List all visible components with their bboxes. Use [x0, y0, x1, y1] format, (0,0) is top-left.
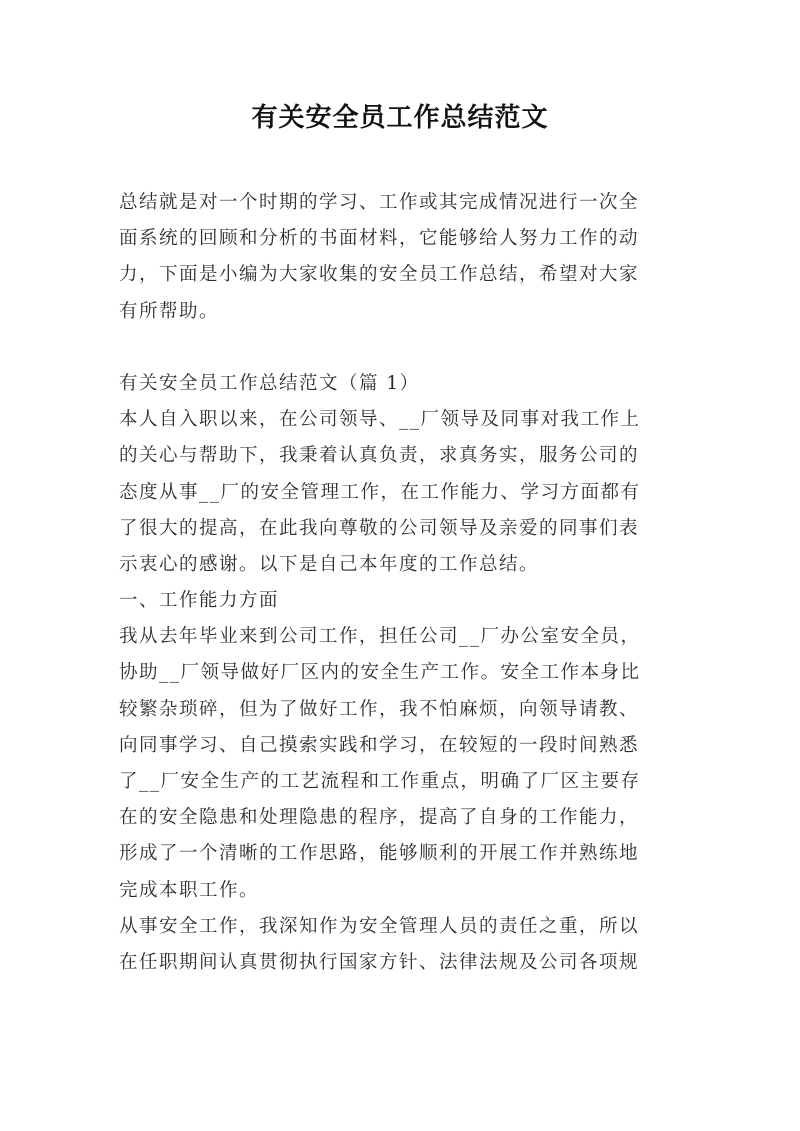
- paragraph-spacer: [119, 330, 689, 366]
- paragraph-line: 在任职期间认真贯彻执行国家方针、法律法规及公司各项规: [119, 951, 640, 973]
- paragraph-line: 从事安全工作，我深知作为安全管理人员的责任之重，所以: [119, 915, 640, 937]
- paragraph-line: 较繁杂琐碎，但为了做好工作，我不怕麻烦，向领导请教、: [119, 698, 640, 720]
- intro-line: 有所帮助。: [119, 300, 220, 322]
- paragraph-line: 在的安全隐患和处理隐患的程序，提高了自身的工作能力，: [119, 807, 640, 829]
- paragraph-line: 示衷心的感谢。以下是自己本年度的工作总结。: [119, 553, 540, 575]
- paragraph-line: 向同事学习、自己摸索实践和学习，在较短的一段时间熟悉: [119, 734, 640, 756]
- paragraph-line: 了__厂安全生产的工艺流程和工作重点，明确了厂区主要存: [119, 771, 641, 792]
- paragraph-line: 完成本职工作。: [119, 879, 260, 901]
- subheading: 一、工作能力方面: [119, 590, 280, 612]
- paragraph-line: 协助__厂领导做好厂区内的安全生产工作。安全工作本身比: [119, 662, 641, 684]
- paragraph-line: 态度从事__厂的安全管理工作，在工作能力、学习方面都有: [119, 481, 641, 503]
- section-heading: 有关安全员工作总结范文（篇 1）: [119, 372, 420, 394]
- intro-line: 面系统的回顾和分析的书面材料，它能够给人努力工作的动: [119, 228, 640, 250]
- intro-line: 总结就是对一个时期的学习、工作或其完成情况进行一次全: [119, 192, 640, 213]
- paragraph-line: 我从去年毕业来到公司工作，担任公司__厂办公室安全员，: [119, 626, 641, 648]
- intro-line: 力，下面是小编为大家收集的安全员工作总结，希望对大家: [119, 264, 640, 286]
- paragraph-line: 形成了一个清晰的工作思路，能够顺利的开展工作并熟练地: [119, 843, 640, 865]
- document-title: 有关安全员工作总结范文: [251, 103, 549, 133]
- paragraph-line: 本人自入职以来，在公司领导、__厂领导及同事对我工作上: [119, 409, 641, 431]
- paragraph-line: 了很大的提高，在此我向尊敬的公司领导及亲爱的同事们表: [119, 517, 640, 539]
- document-body: [119, 185, 689, 981]
- paragraph-line: 的关心与帮助下，我秉着认真负责，求真务实，服务公司的: [119, 445, 640, 467]
